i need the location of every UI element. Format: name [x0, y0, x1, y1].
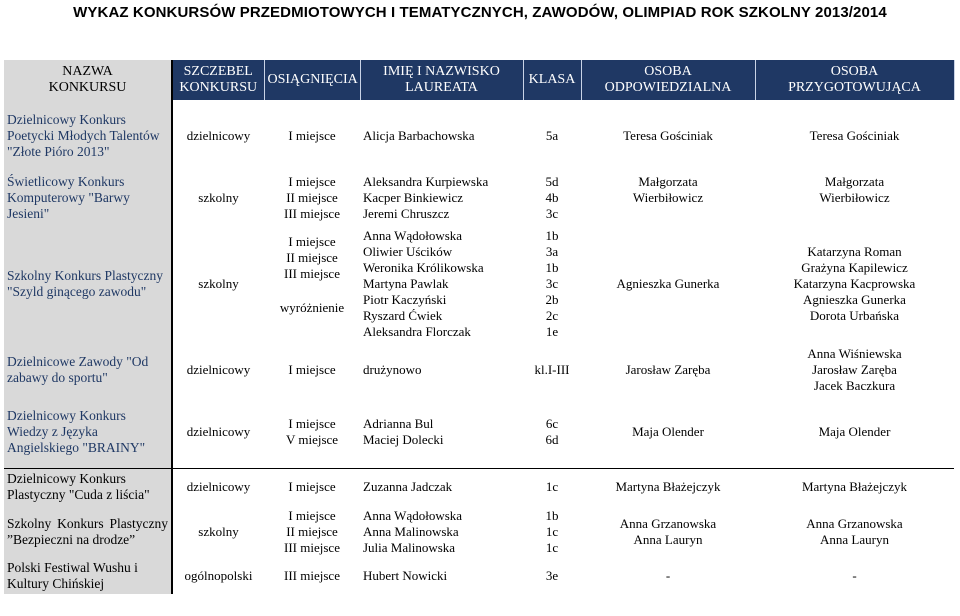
klasa-cell: 1b 3a 1b 3c 2b 2c 1e [545, 228, 559, 339]
contest-name: Polski Festiwal Wushu i Kultury Chińskiej [4, 558, 172, 594]
klasa-cell: kl.I-III [534, 362, 570, 377]
laureat-cell: Alicja Barbachowska [363, 128, 475, 143]
header-laureat: IMIĘ I NAZWISKO LAUREATA [360, 60, 523, 100]
odpowiedzialna-cell: Anna Grzanowska Anna Lauryn [619, 516, 717, 547]
laureat-cell: drużynowo [363, 362, 422, 377]
contest-name: Dzielnicowy Konkurs Poetycki Młodych Talentów "Złote Pióro 2013" [4, 100, 172, 172]
przygotowujaca-cell: - [852, 568, 857, 583]
header-szczebel: SZCZEBEL KONKURSU [172, 60, 264, 100]
odpowiedzialna-cell: Teresa Gościniak [623, 128, 713, 143]
osiagniecie-cell: I miejsce II miejsce III miejsce [284, 174, 340, 221]
klasa-cell: 1b 1c 1c [545, 508, 559, 555]
table-header-row [4, 60, 954, 100]
osiagniecie-cell: I miejsce II miejsce III miejsce wyróżnienie [264, 224, 360, 344]
laureat-cell: Anna Wądołowska Anna Malinowska Julia Malinowska [363, 508, 463, 555]
szczebel-cell: dzielnicowy [186, 423, 251, 439]
table-row [4, 506, 954, 558]
przygotowujaca-cell: Katarzyna Roman Grażyna Kapilewicz Katarzyna Kacprowska Agnieszka Gunerka Dorota Urbańska [793, 244, 916, 323]
przygotowujaca-cell: Anna Wiśniewska Jarosław Zaręba Jacek Baczkura [807, 346, 902, 393]
szczebel-cell: szkolny [198, 276, 239, 291]
osiagniecie-cell: I miejsce V miejsce [285, 415, 339, 447]
przygotowujaca-cell: Teresa Gościniak [809, 128, 900, 143]
table-row [4, 100, 954, 172]
szczebel-cell: szkolny [198, 524, 239, 539]
contest-name: Szkolny Konkurs Plastyczny "Szyld ginącego zawodu" [4, 224, 172, 344]
laureat-cell: Adrianna Bul Maciej Dolecki [363, 415, 444, 447]
contest-name: Szkolny Konkurs Plastyczny ”Bezpieczni na drodze” [4, 506, 172, 558]
contests-table [4, 60, 955, 594]
szczebel-cell: dzielnicowy [186, 128, 251, 143]
klasa-cell: 3e [545, 568, 559, 583]
odpowiedzialna-cell: Małgorzata Wierbiłowicz [632, 174, 704, 205]
odpowiedzialna-cell: - [665, 568, 671, 583]
osiagniecie-cell: I miejsce [264, 468, 360, 506]
contest-name: Dzielnicowe Zawody "Od zabawy do sportu" [4, 344, 172, 396]
contest-name: Świetlicowy Konkurs Komputerowy "Barwy Jesieni" [4, 172, 172, 224]
laureat-cell: Aleksandra Kurpiewska Kacper Binkiewicz Jeremi Chruszcz [363, 174, 489, 221]
szczebel-cell: dzielnicowy [186, 362, 251, 377]
table-row [4, 396, 954, 468]
osiagniecie-cell: I miejsce [288, 128, 336, 143]
szczebel-cell: ogólnopolski [184, 568, 253, 583]
contest-name: Dzielnicowy Konkurs Plastyczny "Cuda z liścia" [4, 468, 172, 506]
osiagniecie-cell: I miejsce II miejsce III miejsce [284, 508, 340, 555]
klasa-cell: 6c 6d [545, 415, 559, 447]
szczebel-cell: dzielnicowy [172, 468, 264, 506]
przygotowujaca-cell: Martyna Błażejczyk [755, 468, 954, 506]
table-row [4, 172, 954, 224]
osiagniecie-cell: I miejsce [288, 362, 336, 377]
przygotowujaca-cell: Anna Grzanowska Anna Lauryn [806, 516, 903, 547]
header-odpowiedzialna: OSOBA ODPOWIEDZIALNA [581, 60, 755, 100]
contest-name: Dzielnicowy Konkurs Wiedzy z Języka Angielskiego "BRAINY" [4, 396, 172, 468]
page-title: WYKAZ KONKURSÓW PRZEDMIOTOWYCH I TEMATYCZNYCH, ZAWODÓW, OLIMPIAD ROK SZKOLNY 2013/2014 [73, 4, 887, 21]
klasa-cell: 5d 4b 3c [545, 174, 559, 221]
laureat-cell: Zuzanna Jadczak [360, 468, 523, 506]
table-row [4, 558, 954, 594]
szczebel-cell: szkolny [198, 190, 239, 205]
laureat-cell: Hubert Nowicki [363, 568, 448, 583]
klasa-cell: 1c [523, 468, 581, 506]
odpowiedzialna-cell: Agnieszka Gunerka [616, 276, 720, 291]
odpowiedzialna-cell: Maja Olender [632, 423, 704, 439]
odpowiedzialna-cell: Martyna Błażejczyk [581, 468, 755, 506]
table-row [4, 344, 954, 396]
header-klasa: KLASA [523, 60, 581, 100]
laureat-cell: Anna Wądołowska Oliwier Uścików Weronika Królikowska Martyna Pawlak Piotr Kaczyński Ryszard Ćwiek Aleksandra Florczak [363, 228, 484, 339]
table-row [4, 468, 954, 506]
odpowiedzialna-cell: Jarosław Zaręba [625, 362, 711, 377]
wyroznienie-label: wyróżnienie [279, 300, 345, 315]
header-przygotowujaca: OSOBA PRZYGOTOWUJĄCA [755, 60, 954, 100]
table-row [4, 224, 954, 344]
przygotowujaca-cell: Maja Olender [818, 423, 891, 439]
header-nazwa: NAZWA KONKURSU [4, 60, 172, 100]
header-osiagniecia: OSIĄGNIĘCIA [264, 60, 360, 100]
przygotowujaca-cell: Małgorzata Wierbiłowicz [819, 174, 890, 205]
klasa-cell: 5a [545, 128, 559, 143]
osiagniecie-cell: III miejsce [284, 568, 340, 583]
